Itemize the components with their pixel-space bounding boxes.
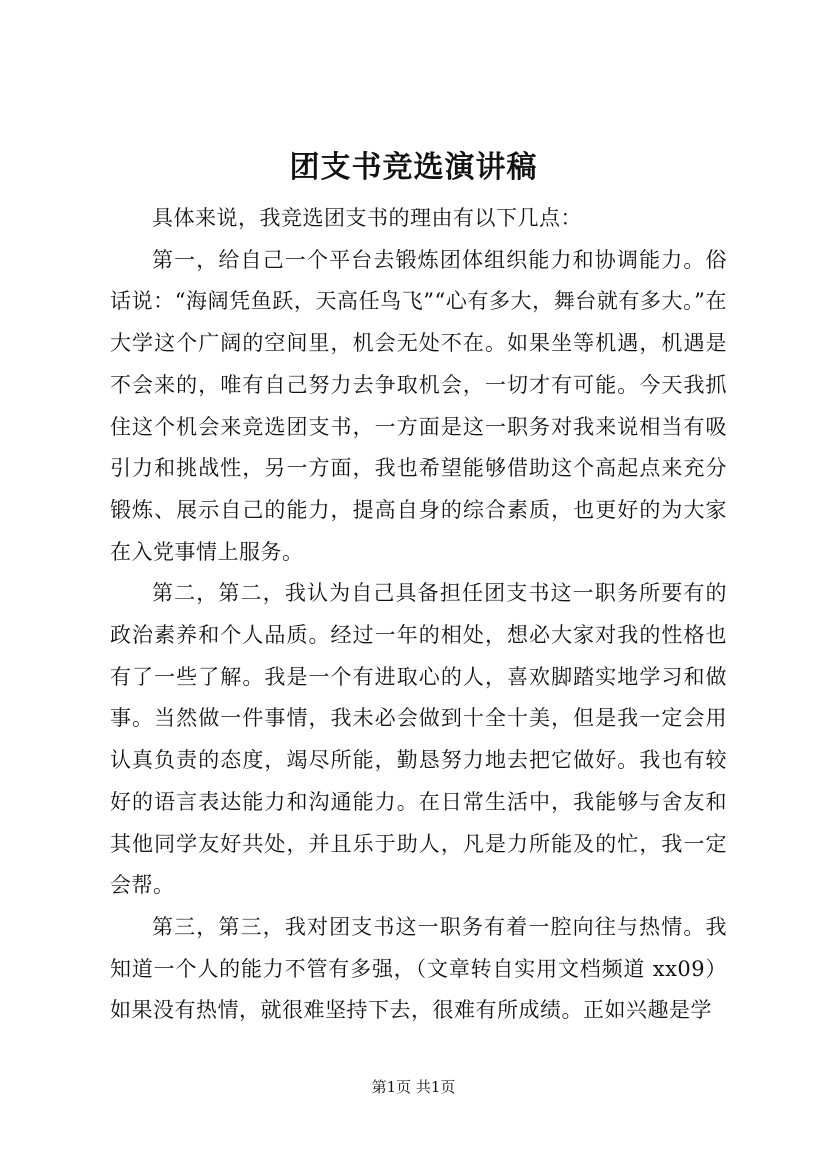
document-body — [110, 198, 727, 1032]
paragraph: 具体来说，我竞选团支书的理由有以下几点： — [152, 206, 582, 230]
paragraph: 第一，给自己一个平台去锻炼团体组织能力和协调能力。俗话说：“海阔凭鱼跃，天高任鸟飞”“心有多大，舞台就有多大。”在大学这个广阔的空间里，机会无处不在。如果坐等机遇，机遇是不会来的，唯有自己努力去争取机会，一切才有可能。今天我抓住这个机会来竞选团支书，一方面是这一职务对我来说相当有吸引力和挑战性，另一方面，我也希望能够借助这个高起点来充分锻炼、展示自己的能力，提高自身的综合素质，也更好的为大家在入党事情上服务。 — [110, 247, 727, 564]
paragraph: 第三，第三，我对团支书这一职务有着一腔向往与热情。我知道一个人的能力不管有多强，（文章转自实用文档频道 xx09）如果没有热情，就很难坚持下去，很难有所成绩。正如兴趣是学 — [110, 914, 727, 1023]
paragraph: 第二，第二，我认为自己具备担任团支书这一职务所要有的政治素养和个人品质。经过一年的相处，想必大家对我的性格也有了一些了解。我是一个有进取心的人，喜欢脚踏实地学习和做事。当然做一件事情，我未必会做到十全十美，但是我一定会用认真负责的态度，竭尽所能，勤恳努力地去把它做好。我也有较好的语言表达能力和沟通能力。在日常生活中，我能够与舍友和其他同学友好共处，并且乐于助人，凡是力所能及的忙，我一定会帮。 — [110, 581, 727, 898]
page-footer: 第1页 共1页 — [371, 1078, 456, 1096]
document-title: 团支书竞选演讲稿 — [289, 150, 538, 185]
